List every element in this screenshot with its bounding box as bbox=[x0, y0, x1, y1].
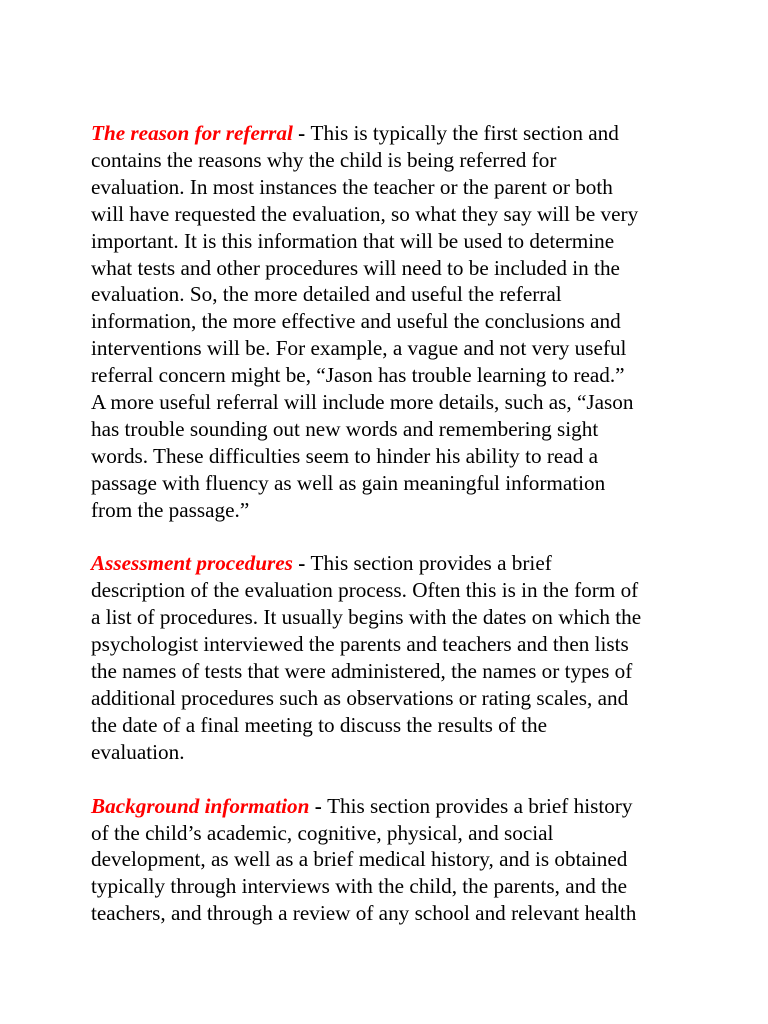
section-heading: The reason for referral bbox=[91, 121, 293, 145]
section-reason-for-referral bbox=[91, 120, 691, 524]
heading-separator: - bbox=[309, 793, 328, 818]
section-assessment-procedures bbox=[91, 550, 691, 765]
section-heading: Assessment procedures bbox=[91, 551, 293, 576]
section-body: This section provides a brief description of the evaluation process. Often this is in the form of a list of procedures. It usually begins with the dates on which the psychologist interviewed the parents and teachers and then lists the names of tests that were administered, the names or types of additional procedures such as observations or rating scales, and the date of a final meeting to discuss the results of the evaluation. bbox=[91, 551, 642, 764]
document-page bbox=[91, 120, 691, 954]
section-body: This is typically the first section and contains the reasons why the child is being referred for evaluation. In most instances the teacher or the parent or both will have requested the evaluation, so what they say will be very important. It is this information that will be used to determine what tests and other procedures will need to be included in the evaluation. So, the more detailed and useful the referral information, the more effective and useful the conclusions and interventions will be. For example, a vague and not very useful referral concern might be, “Jason has trouble learning to read.” A more useful referral will include more details, such as, “Jason has trouble sounding out new words and remembering sight words. These difficulties seem to hinder his ability to read a passage with fluency as well as gain meaningful information from the passage.” bbox=[91, 121, 639, 522]
section-background-information bbox=[91, 793, 691, 928]
heading-separator: - bbox=[292, 551, 311, 576]
section-heading: Background information bbox=[91, 793, 310, 818]
heading-separator: - bbox=[292, 121, 311, 145]
section-body: This section provides a brief history of the child’s academic, cognitive, physical, and social development, as well as a brief medical history, and is obtained typically through interviews with the child, the parents, and the teachers, and through a review of any school and relevant health bbox=[91, 793, 637, 926]
